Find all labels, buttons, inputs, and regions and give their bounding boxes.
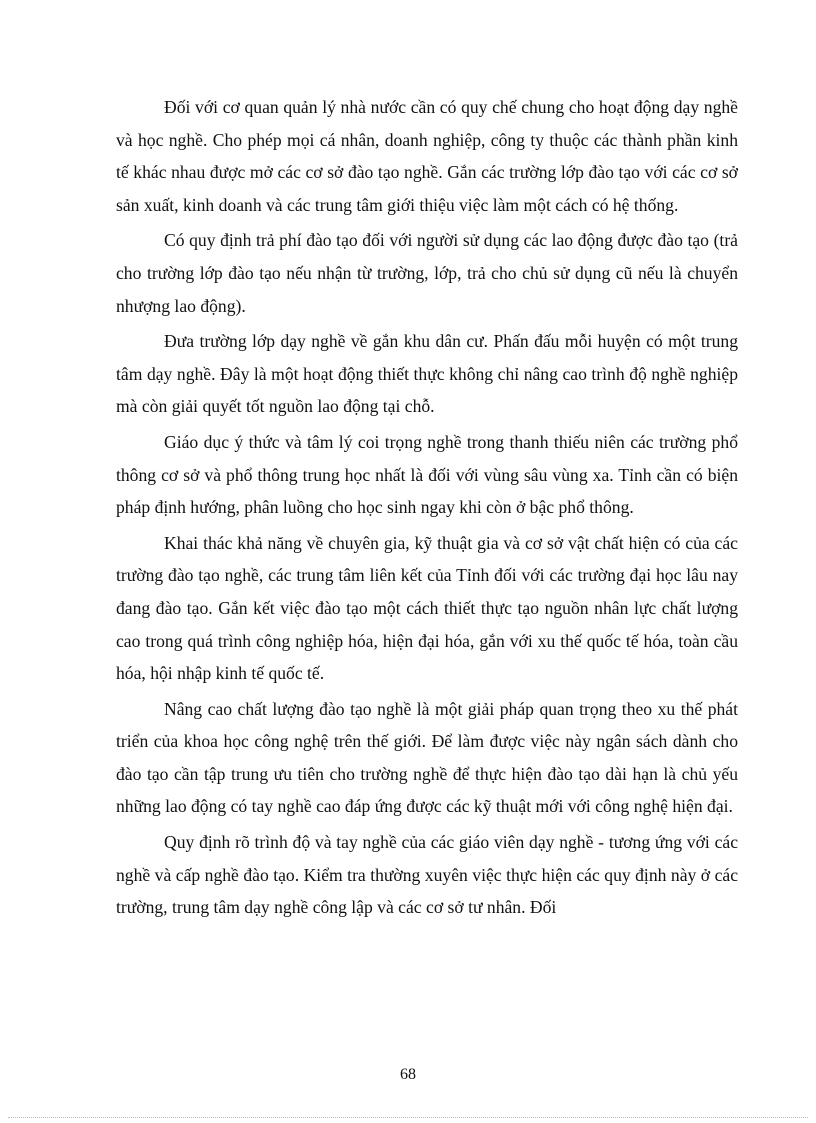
- page-bottom-border: [8, 1117, 808, 1118]
- paragraph: Đưa trường lớp dạy nghề về gắn khu dân cư. Phấn đấu mỗi huyện có một trung tâm dạy nghề. Đây là một hoạt động thiết thực không chỉ nâng cao trình độ nghề nghiệp mà còn giải quyết tốt nguồn lao động tại chỗ.: [116, 331, 738, 417]
- body-text: [116, 91, 738, 927]
- paragraph: Khai thác khả năng về chuyên gia, kỹ thuật gia và cơ sở vật chất hiện có của các trường đào tạo nghề, các trung tâm liên kết của Tỉnh đối với các trường đại học lâu nay đang đào tạo. Gắn kết việc đào tạo một cách thiết thực tạo nguồn nhân lực chất lượng cao trong quá trình công nghiệp hóa, hiện đại hóa, gắn với xu thế quốc tế hóa, toàn cầu hóa, hội nhập kinh tế quốc tế.: [116, 532, 738, 684]
- page-number: 68: [400, 1066, 416, 1083]
- paragraph: Giáo dục ý thức và tâm lý coi trọng nghề trong thanh thiếu niên các trường phổ thông cơ sở và phổ thông trung học nhất là đối với vùng sâu vùng xa. Tỉnh cần có biện pháp định hướng, phân luồng cho học sinh ngay khi còn ở bậc phổ thông.: [116, 431, 738, 518]
- paragraph: Nâng cao chất lượng đào tạo nghề là một giải pháp quan trọng theo xu thế phát triển của khoa học công nghệ trên thế giới. Để làm được việc này ngân sách dành cho đào tạo cần tập trung ưu tiên cho trường nghề để thực hiện đào tạo dài hạn là chủ yếu những lao động có tay nghề cao đáp ứng được các kỹ thuật mới với công nghệ hiện đại.: [116, 698, 738, 817]
- paragraph: Quy định rõ trình độ và tay nghề của các giáo viên dạy nghề - tương ứng với các nghề và cấp nghề đào tạo. Kiểm tra thường xuyên việc thực hiện các quy định này ở các trường, trung tâm dạy nghề công lập và các cơ sở tư nhân. Đối: [116, 832, 738, 918]
- paragraph: Đối với cơ quan quản lý nhà nước cần có quy chế chung cho hoạt động dạy nghề và học nghề. Cho phép mọi cá nhân, doanh nghiệp, công ty thuộc các thành phần kinh tế khác nhau được mở các cơ sở đào tạo nghề. Gắn các trường lớp đào tạo với các cơ sở sản xuất, kinh doanh và các trung tâm giới thiệu việc làm một cách có hệ thống.: [116, 97, 738, 215]
- paragraph: Có quy định trả phí đào tạo đối với người sử dụng các lao động được đào tạo (trả cho trường lớp đào tạo nếu nhận từ trường, lớp, trả cho chủ sử dụng cũ nếu là chuyển nhượng lao động).: [116, 230, 738, 316]
